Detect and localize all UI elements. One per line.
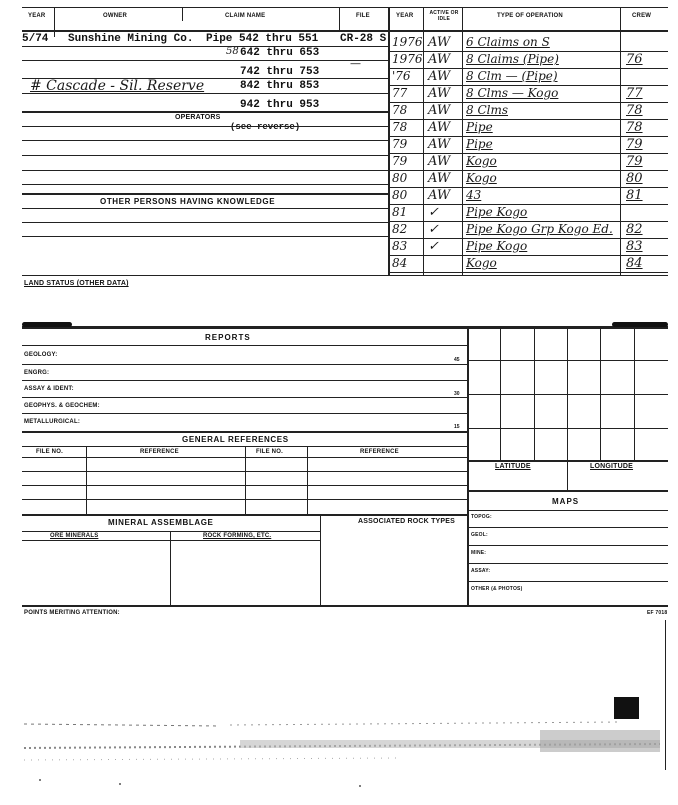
gr-reference-1: REFERENCE (140, 449, 179, 455)
typed-claim-3: 742 thru 753 (240, 66, 320, 78)
gr-reference-2: REFERENCE (360, 449, 399, 455)
log-type: 8 Clm — (Pipe) (466, 69, 558, 83)
punch-mark-left (22, 322, 72, 327)
log-type: 8 Clms (466, 103, 509, 117)
maps-topog: TOPOG: (471, 514, 492, 520)
log-type: Pipe Kogo (466, 239, 528, 253)
typed-file: CR-28 S (340, 33, 387, 45)
header-active-idle: ACTIVE OR IDLE (429, 10, 459, 22)
log-type: 8 Clms — Kogo (466, 86, 559, 100)
log-active: AW (428, 188, 451, 203)
typed-owner: Sunshine Mining Co. (68, 33, 194, 45)
metallurgical-label: METALLURGICAL: (24, 419, 81, 425)
general-references-title: GENERAL REFERENCES (182, 435, 289, 444)
form-code: EF 7018 (647, 610, 668, 616)
handwritten-58: 58 (226, 46, 239, 57)
log-crew: 83 (626, 239, 643, 254)
log-year: 1976 (392, 52, 423, 66)
log-active: AW (428, 69, 451, 84)
gr-file-no-2: FILE NO. (256, 449, 283, 455)
header-owner: OWNER (103, 13, 127, 19)
log-active: AW (428, 137, 451, 152)
log-type: Pipe (466, 137, 493, 151)
header-year: YEAR (28, 13, 46, 19)
log-year: 81 (392, 205, 408, 219)
log-crew: 84 (626, 256, 643, 271)
rock-forming-label: ROCK FORMING, ETC. (203, 533, 272, 539)
header-type-of-operation: TYPE OF OPERATION (497, 13, 563, 19)
maps-geol: GEOL: (471, 532, 488, 538)
longitude-label: LONGITUDE (590, 463, 634, 470)
log-type: 43 (466, 188, 482, 202)
log-active: AW (428, 120, 451, 135)
log-active: AW (428, 35, 451, 50)
log-type: Kogo (466, 154, 497, 168)
log-active: AW (428, 154, 451, 169)
maps-mine: MINE: (471, 550, 487, 556)
gr-file-no-1: FILE NO. (36, 449, 63, 455)
header-crew: CREW (632, 13, 652, 19)
log-year: 82 (392, 222, 408, 236)
num-15: 15 (454, 424, 460, 430)
log-active: ✓ (428, 205, 439, 220)
log-year: 83 (392, 239, 408, 253)
latitude-label: LATITUDE (495, 463, 531, 470)
log-year: 78 (392, 120, 408, 134)
log-crew: 77 (626, 86, 643, 101)
log-year: 77 (392, 86, 408, 100)
log-type: 8 Claims (Pipe) (466, 52, 559, 66)
associated-rock-types: ASSOCIATED ROCK TYPES (358, 518, 456, 525)
log-year: 84 (392, 256, 408, 270)
log-crew: 82 (626, 222, 643, 237)
log-type: Pipe Kogo Grp Kogo Ed. (466, 222, 613, 236)
reports-title: REPORTS (205, 333, 251, 342)
header-claim-name: CLAIM NAME (225, 13, 266, 19)
geology-label: GEOLOGY: (24, 352, 58, 358)
log-active: AW (428, 103, 451, 118)
typed-claim-4: 842 thru 853 (240, 80, 320, 92)
other-persons-label: OTHER PERSONS HAVING KNOWLEDGE (100, 197, 276, 206)
log-crew: 80 (626, 171, 643, 186)
log-type: 6 Claims on S (466, 35, 550, 49)
land-status-label: LAND STATUS (OTHER DATA) (24, 280, 129, 287)
engrg-label: ENGRG: (24, 370, 50, 376)
operators-see-reverse: (see reverse) (230, 122, 301, 132)
log-active: AW (428, 171, 451, 186)
log-year: 1976 (392, 35, 423, 49)
header-year-2: YEAR (396, 13, 414, 19)
log-year: 80 (392, 188, 408, 202)
maps-assay: ASSAY: (471, 568, 491, 574)
scan-noise-band (0, 700, 678, 790)
assay-ident-label: ASSAY & IDENT: (24, 386, 74, 392)
log-active: AW (428, 86, 451, 101)
num-30: 30 (454, 391, 460, 397)
log-active: ✓ (428, 222, 439, 237)
maps-title: MAPS (552, 497, 580, 506)
operators-label: OPERATORS (175, 114, 221, 121)
log-row-rule (388, 272, 668, 273)
log-year: 78 (392, 103, 408, 117)
ore-minerals-label: ORE MINERALS (50, 533, 99, 539)
log-type: Pipe (466, 120, 493, 134)
mineral-assemblage-title: MINERAL ASSEMBLAGE (108, 518, 214, 527)
log-year: 79 (392, 154, 408, 168)
points-meriting-attention: POINTS MERITING ATTENTION: (24, 610, 120, 616)
typed-year: 5/74 (22, 33, 49, 45)
log-active: ✓ (428, 239, 439, 254)
log-year: 79 (392, 137, 408, 151)
handwritten-cascade: # Cascade - Sil. Reserve (30, 78, 205, 94)
log-type: Pipe Kogo (466, 205, 528, 219)
header-file: FILE (356, 13, 370, 19)
geophys-label: GEOPHYS. & GEOCHEM: (24, 403, 100, 409)
log-crew: 78 (626, 103, 643, 118)
log-crew: 78 (626, 120, 643, 135)
typed-claim-2: 642 thru 653 (240, 47, 320, 59)
typed-claim-1: Pipe 542 thru 551 (206, 33, 319, 45)
handwritten-dash: — (350, 57, 361, 70)
log-crew: 81 (626, 188, 643, 203)
log-crew: 79 (626, 137, 643, 152)
punch-mark-right (612, 322, 668, 327)
typed-claim-5: 942 thru 953 (240, 99, 320, 111)
log-year: 80 (392, 171, 408, 185)
log-crew: 76 (626, 52, 643, 67)
log-active: AW (428, 52, 451, 67)
log-crew: 79 (626, 154, 643, 169)
log-type: Kogo (466, 171, 497, 185)
num-45: 45 (454, 357, 460, 363)
log-type: Kogo (466, 256, 497, 270)
maps-other: OTHER (& PHOTOS) (471, 586, 523, 592)
log-year: '76 (392, 69, 411, 83)
